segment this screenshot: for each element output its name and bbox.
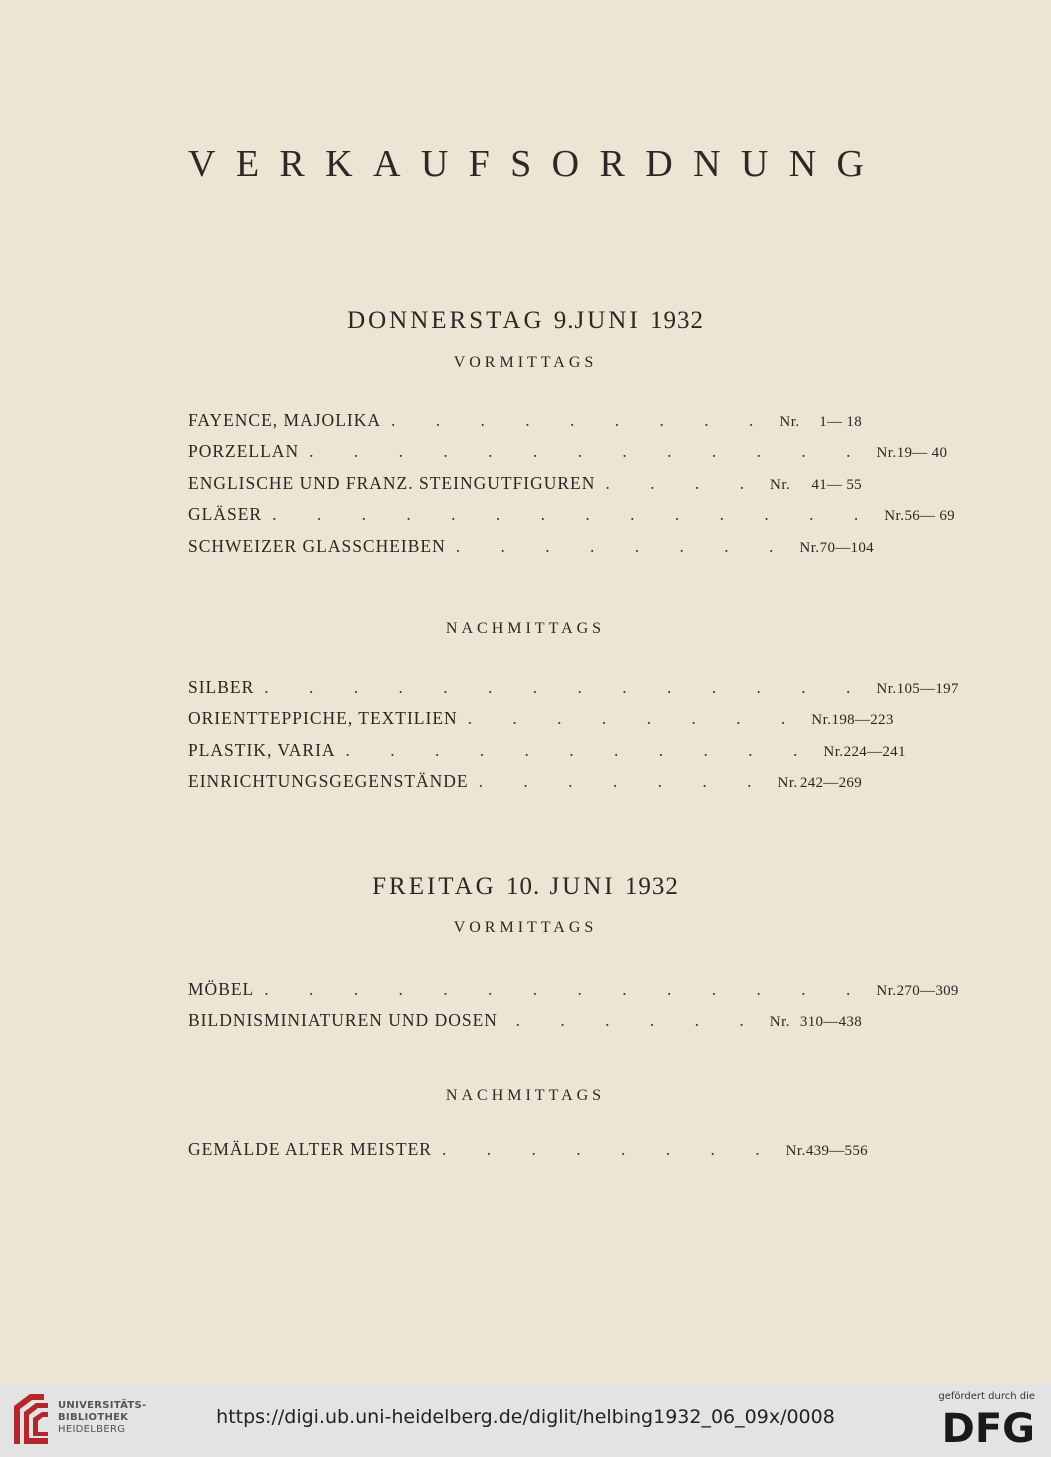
number-prefix: Nr. bbox=[811, 712, 832, 728]
number-prefix: Nr. bbox=[785, 1143, 806, 1159]
list-item bbox=[188, 706, 894, 730]
item-range: 310—438 bbox=[799, 1014, 862, 1030]
leader-dots: . . . . bbox=[605, 473, 763, 493]
leader-dots: . . . . . . . . . . . bbox=[345, 740, 816, 760]
title-letter: F bbox=[468, 143, 490, 185]
list-item bbox=[188, 1137, 868, 1161]
day-heading-friday bbox=[0, 872, 1051, 902]
year: 1932 bbox=[649, 307, 704, 334]
list-item bbox=[188, 769, 862, 793]
footer-bar bbox=[0, 1382, 1051, 1457]
title-letter: R bbox=[599, 143, 625, 185]
library-name-line: HEIDELBERG bbox=[58, 1424, 126, 1435]
number-prefix: Nr. bbox=[779, 414, 800, 430]
number-prefix: Nr. bbox=[884, 508, 905, 524]
number-prefix: Nr. bbox=[876, 681, 897, 697]
item-range: 105—197 bbox=[896, 681, 959, 697]
leader-dots: . . . . . . bbox=[515, 1010, 762, 1030]
item-range: 270—309 bbox=[896, 983, 959, 999]
page-title bbox=[188, 142, 864, 186]
month: JUNI bbox=[574, 307, 641, 334]
leader-dots: . . . . . . . . . . . . . bbox=[309, 441, 869, 461]
number-prefix: Nr. bbox=[777, 775, 798, 791]
list-item bbox=[188, 408, 862, 432]
year: 1932 bbox=[624, 873, 679, 900]
item-range: 224—241 bbox=[843, 744, 906, 760]
title-letter: R bbox=[279, 143, 305, 185]
leader-dots: . . . . . . . . . . . . . . bbox=[264, 979, 869, 999]
item-label: ENGLISCHE UND FRANZ. STEINGUTFIGUREN bbox=[188, 473, 596, 493]
funding-caption: gefördert durch die bbox=[938, 1391, 1035, 1402]
leader-dots: . . . . . . . . bbox=[455, 536, 792, 556]
session-heading-afternoon: NACHMITTAGS bbox=[445, 1087, 606, 1104]
title-letter: N bbox=[788, 143, 817, 185]
item-label: SCHWEIZER GLASSCHEIBEN bbox=[188, 536, 446, 556]
item-label: BILDNISMINIATUREN UND DOSEN bbox=[188, 1010, 498, 1030]
number-prefix: Nr. bbox=[799, 540, 820, 556]
leader-dots: . . . . . . . . bbox=[467, 708, 804, 728]
title-letter: K bbox=[325, 143, 353, 185]
list-item bbox=[188, 534, 874, 558]
item-label: SILBER bbox=[188, 677, 255, 697]
list-item bbox=[188, 502, 955, 526]
library-name-line: UNIVERSITÄTS- bbox=[58, 1400, 147, 1411]
item-range: 439—556 bbox=[805, 1143, 868, 1159]
day-heading-thursday bbox=[0, 306, 1051, 336]
item-range: 198—223 bbox=[831, 712, 894, 728]
leader-dots: . . . . . . . . . . . . . . bbox=[264, 677, 869, 697]
day-number: 10. bbox=[505, 873, 541, 900]
item-label: GEMÄLDE ALTER MEISTER bbox=[188, 1139, 432, 1159]
title-letter: E bbox=[235, 143, 260, 185]
dfg-logo[interactable]: DFG bbox=[941, 1406, 1035, 1452]
title-letter: A bbox=[372, 143, 401, 185]
item-label: FAYENCE, MAJOLIKA bbox=[188, 410, 381, 430]
item-label: PLASTIK, VARIA bbox=[188, 740, 336, 760]
list-item bbox=[188, 439, 948, 463]
session-heading-morning: VORMITTAGS bbox=[453, 354, 598, 371]
month: JUNI bbox=[549, 873, 616, 900]
item-label: MÖBEL bbox=[188, 979, 255, 999]
item-label: ORIENTTEPPICHE, TEXTILIEN bbox=[188, 708, 458, 728]
item-range: 70—104 bbox=[819, 540, 874, 556]
number-prefix: Nr. bbox=[770, 477, 791, 493]
leader-dots: . . . . . . . . bbox=[441, 1139, 778, 1159]
number-prefix: Nr. bbox=[823, 744, 844, 760]
title-letter: S bbox=[510, 143, 532, 185]
list-item bbox=[188, 977, 959, 1001]
leader-dots: . . . . . . . . . bbox=[390, 410, 772, 430]
weekday: DONNERSTAG bbox=[347, 307, 545, 334]
item-label: EINRICHTUNGSGEGENSTÄNDE bbox=[188, 771, 469, 791]
permalink-url[interactable]: https://digi.ub.uni-heidelberg.de/diglit/helbing1932_06_09x/0008 bbox=[216, 1406, 835, 1428]
item-range: 56— 69 bbox=[904, 508, 955, 524]
number-prefix: Nr. bbox=[876, 983, 897, 999]
title-letter: U bbox=[740, 143, 769, 185]
title-letter: N bbox=[693, 143, 721, 185]
session-heading-afternoon: NACHMITTAGS bbox=[445, 620, 606, 637]
item-range: 242—269 bbox=[799, 775, 862, 791]
list-item bbox=[188, 738, 906, 762]
title-letter: G bbox=[836, 143, 864, 185]
session-heading-morning: VORMITTAGS bbox=[453, 919, 598, 936]
item-range: 41— 55 bbox=[811, 477, 862, 493]
list-item bbox=[188, 1008, 862, 1032]
number-prefix: Nr. bbox=[876, 445, 897, 461]
library-name-line: BIBLIOTHEK bbox=[58, 1412, 129, 1423]
day-number: 9. bbox=[553, 307, 575, 334]
title-letter: V bbox=[188, 143, 216, 185]
weekday: FREITAG bbox=[372, 873, 497, 900]
item-range: 1— 18 bbox=[819, 414, 862, 430]
list-item bbox=[188, 471, 862, 495]
list-item bbox=[188, 675, 959, 699]
leader-dots: . . . . . . . . . . . . . . bbox=[272, 504, 877, 524]
title-letter: U bbox=[420, 143, 449, 185]
number-prefix: Nr. bbox=[769, 1014, 790, 1030]
item-label: GLÄSER bbox=[188, 504, 263, 524]
item-range: 19— 40 bbox=[896, 445, 948, 461]
title-letter: D bbox=[645, 143, 673, 185]
item-label: PORZELLAN bbox=[188, 441, 300, 461]
title-letter: O bbox=[551, 143, 580, 185]
leader-dots: . . . . . . . bbox=[478, 771, 770, 791]
